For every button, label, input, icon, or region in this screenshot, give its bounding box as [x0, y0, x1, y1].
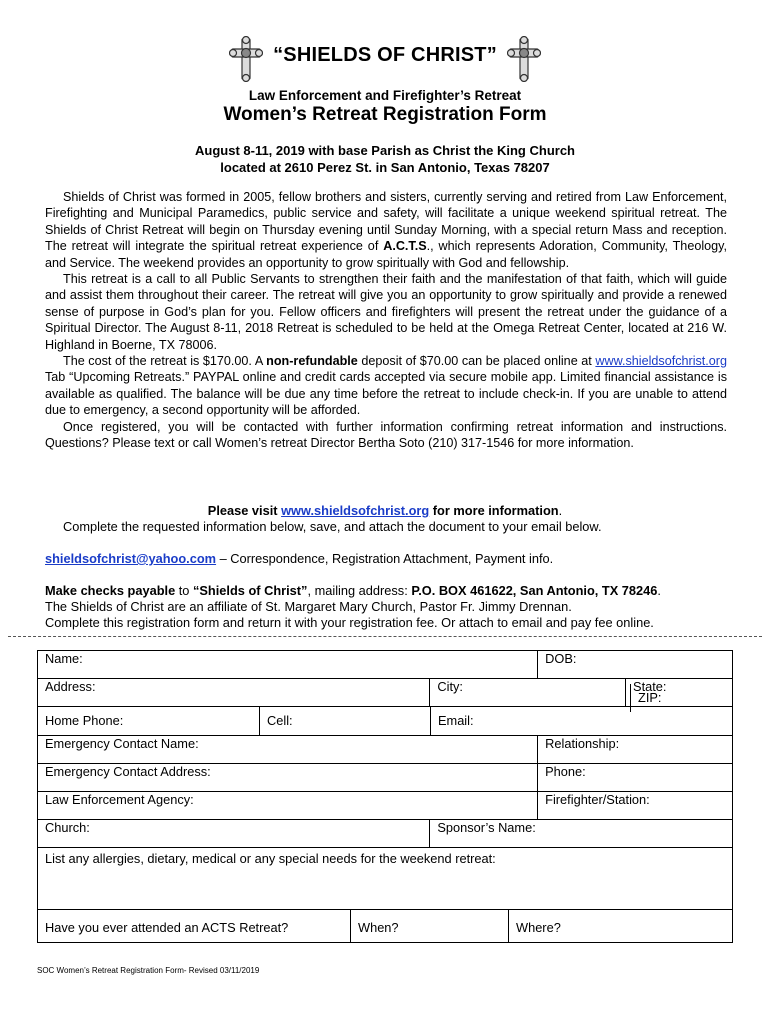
zip-divider: [630, 684, 631, 712]
paragraph-registration: Once registered, you will be contacted with further information confirming retreat information and instructions. Questions? Please text or call Women’s retreat Director Bertha Soto (210) 317-1546 for more information.: [45, 419, 727, 451]
checks-line: Make checks payable to “Shields of Christ”, mailing address: P.O. BOX 461622, San Antonio, TX 78246.: [45, 583, 661, 598]
state-field[interactable]: State:: [626, 679, 733, 707]
affiliate-line: The Shields of Christ are an affiliate of St. Margaret Mary Church, Pastor Fr. Jimmy Drennan.: [45, 599, 572, 614]
intro-body: [45, 189, 727, 452]
visit-line: Please visit www.shieldsofchrist.org for more information.: [207, 503, 563, 518]
registration-form: [37, 650, 733, 943]
subtitle: Law Enforcement and Firefighter’s Retreat: [248, 88, 522, 103]
home-phone-field[interactable]: Home Phone:: [38, 707, 260, 735]
acts-row: [38, 910, 733, 943]
phone-row: [38, 707, 733, 736]
return-line: Complete this registration form and return it with your registration fee. Or attach to email and pay fee online.: [45, 615, 654, 630]
date-line-2: located at 2610 Perez St. in San Antonio, Texas 78207: [220, 160, 550, 175]
website-link[interactable]: www.shieldsofchrist.org: [281, 503, 430, 518]
dob-field[interactable]: DOB:: [538, 651, 733, 679]
form-title: Women’s Retreat Registration Form: [223, 104, 547, 125]
footer: SOC Women’s Retreat Registration Form- Revised 03/11/2019: [37, 966, 260, 975]
ornate-cross-icon: [507, 36, 541, 82]
church-field[interactable]: Church:: [38, 820, 430, 848]
sponsor-field[interactable]: Sponsor’s Name:: [430, 820, 733, 848]
city-field[interactable]: City:: [430, 679, 626, 707]
attended-acts-field[interactable]: Have you ever attended an ACTS Retreat?: [38, 910, 351, 942]
name-field[interactable]: Name:: [38, 651, 538, 679]
emergency-name-field[interactable]: Emergency Contact Name:: [38, 736, 538, 764]
ornate-cross-icon: [229, 36, 263, 82]
email-field[interactable]: Email:: [438, 713, 474, 728]
law-agency-field[interactable]: Law Enforcement Agency:: [38, 792, 538, 820]
allergies-field[interactable]: List any allergies, dietary, medical or any special needs for the weekend retreat:: [38, 848, 733, 910]
paragraph-intro: Shields of Christ was formed in 2005, fellow brothers and sisters, currently serving and retired from Law Enforcement, Firefighting and Municipal Paramedics, public service and safety, will facilitate a unique weekend spiritual retreat. The Shields of Christ Retreat will begin on Thursday evening until Sunday Morning, with a special return Mass and reception. The retreat will integrate the spiritual retreat experience of A.C.T.S., which represents Adoration, Community, Theology, and Service. The weekend provides an opportunity to grow spiritually with God and fellowship.: [45, 190, 727, 270]
email-link[interactable]: shieldsofchrist@yahoo.com: [45, 551, 217, 566]
paragraph-call: This retreat is a call to all Public Servants to strengthen their faith and the manifestation of that faith, which will guide and assist them throughout their career. The retreat will give you an opportunity to grow spiritually and provide a renewed sense of purpose in God’s plan for you. Fellow officers and firefighters will present the retreat under the guidance of a Spiritual Director. The August 8-11, 2018 Retreat is scheduled to be held at the Omega Retreat Center, located at 216 W. Highland in Boerne, TX 78006.: [45, 272, 727, 352]
page-title: “SHIELDS OF CHRIST”: [273, 43, 497, 66]
acts-label: A.C.T.S: [383, 239, 427, 254]
emergency-phone-field[interactable]: Phone:: [538, 764, 733, 792]
instructions: Complete the requested information below, save, and attach the document to your email below.: [63, 519, 602, 534]
when-field[interactable]: When?: [351, 910, 509, 942]
website-link[interactable]: www.shieldsofchrist.org: [595, 354, 727, 369]
emergency-address-field[interactable]: Emergency Contact Address:: [38, 764, 538, 792]
zip-field[interactable]: ZIP:: [638, 690, 662, 705]
firefighter-station-field[interactable]: Firefighter/Station:: [538, 792, 733, 820]
cell-field[interactable]: Cell:: [260, 707, 431, 735]
date-line-1: August 8-11, 2019 with base Parish as Christ the King Church: [195, 143, 575, 158]
page-header: [0, 34, 770, 84]
address-field[interactable]: Address:: [38, 679, 430, 707]
divider: [8, 636, 762, 637]
relationship-field[interactable]: Relationship:: [538, 736, 733, 764]
title-row: [0, 34, 770, 84]
paragraph-cost: The cost of the retreat is $170.00. A non-refundable deposit of $70.00 can be placed online at www.shieldsofchrist.org Tab “Upcoming Retreats.” PAYPAL online and credit cards accepted via secure mobile app. Limited financial assistance is available as qualified. The balance will be due any time before the retreat to include check-in. If you are unable to attend due to emergency, a second opportunity will be afforded.: [45, 354, 727, 418]
email-line: shieldsofchrist@yahoo.com – Correspondence, Registration Attachment, Payment info.: [45, 551, 554, 566]
where-field[interactable]: Where?: [516, 920, 561, 935]
